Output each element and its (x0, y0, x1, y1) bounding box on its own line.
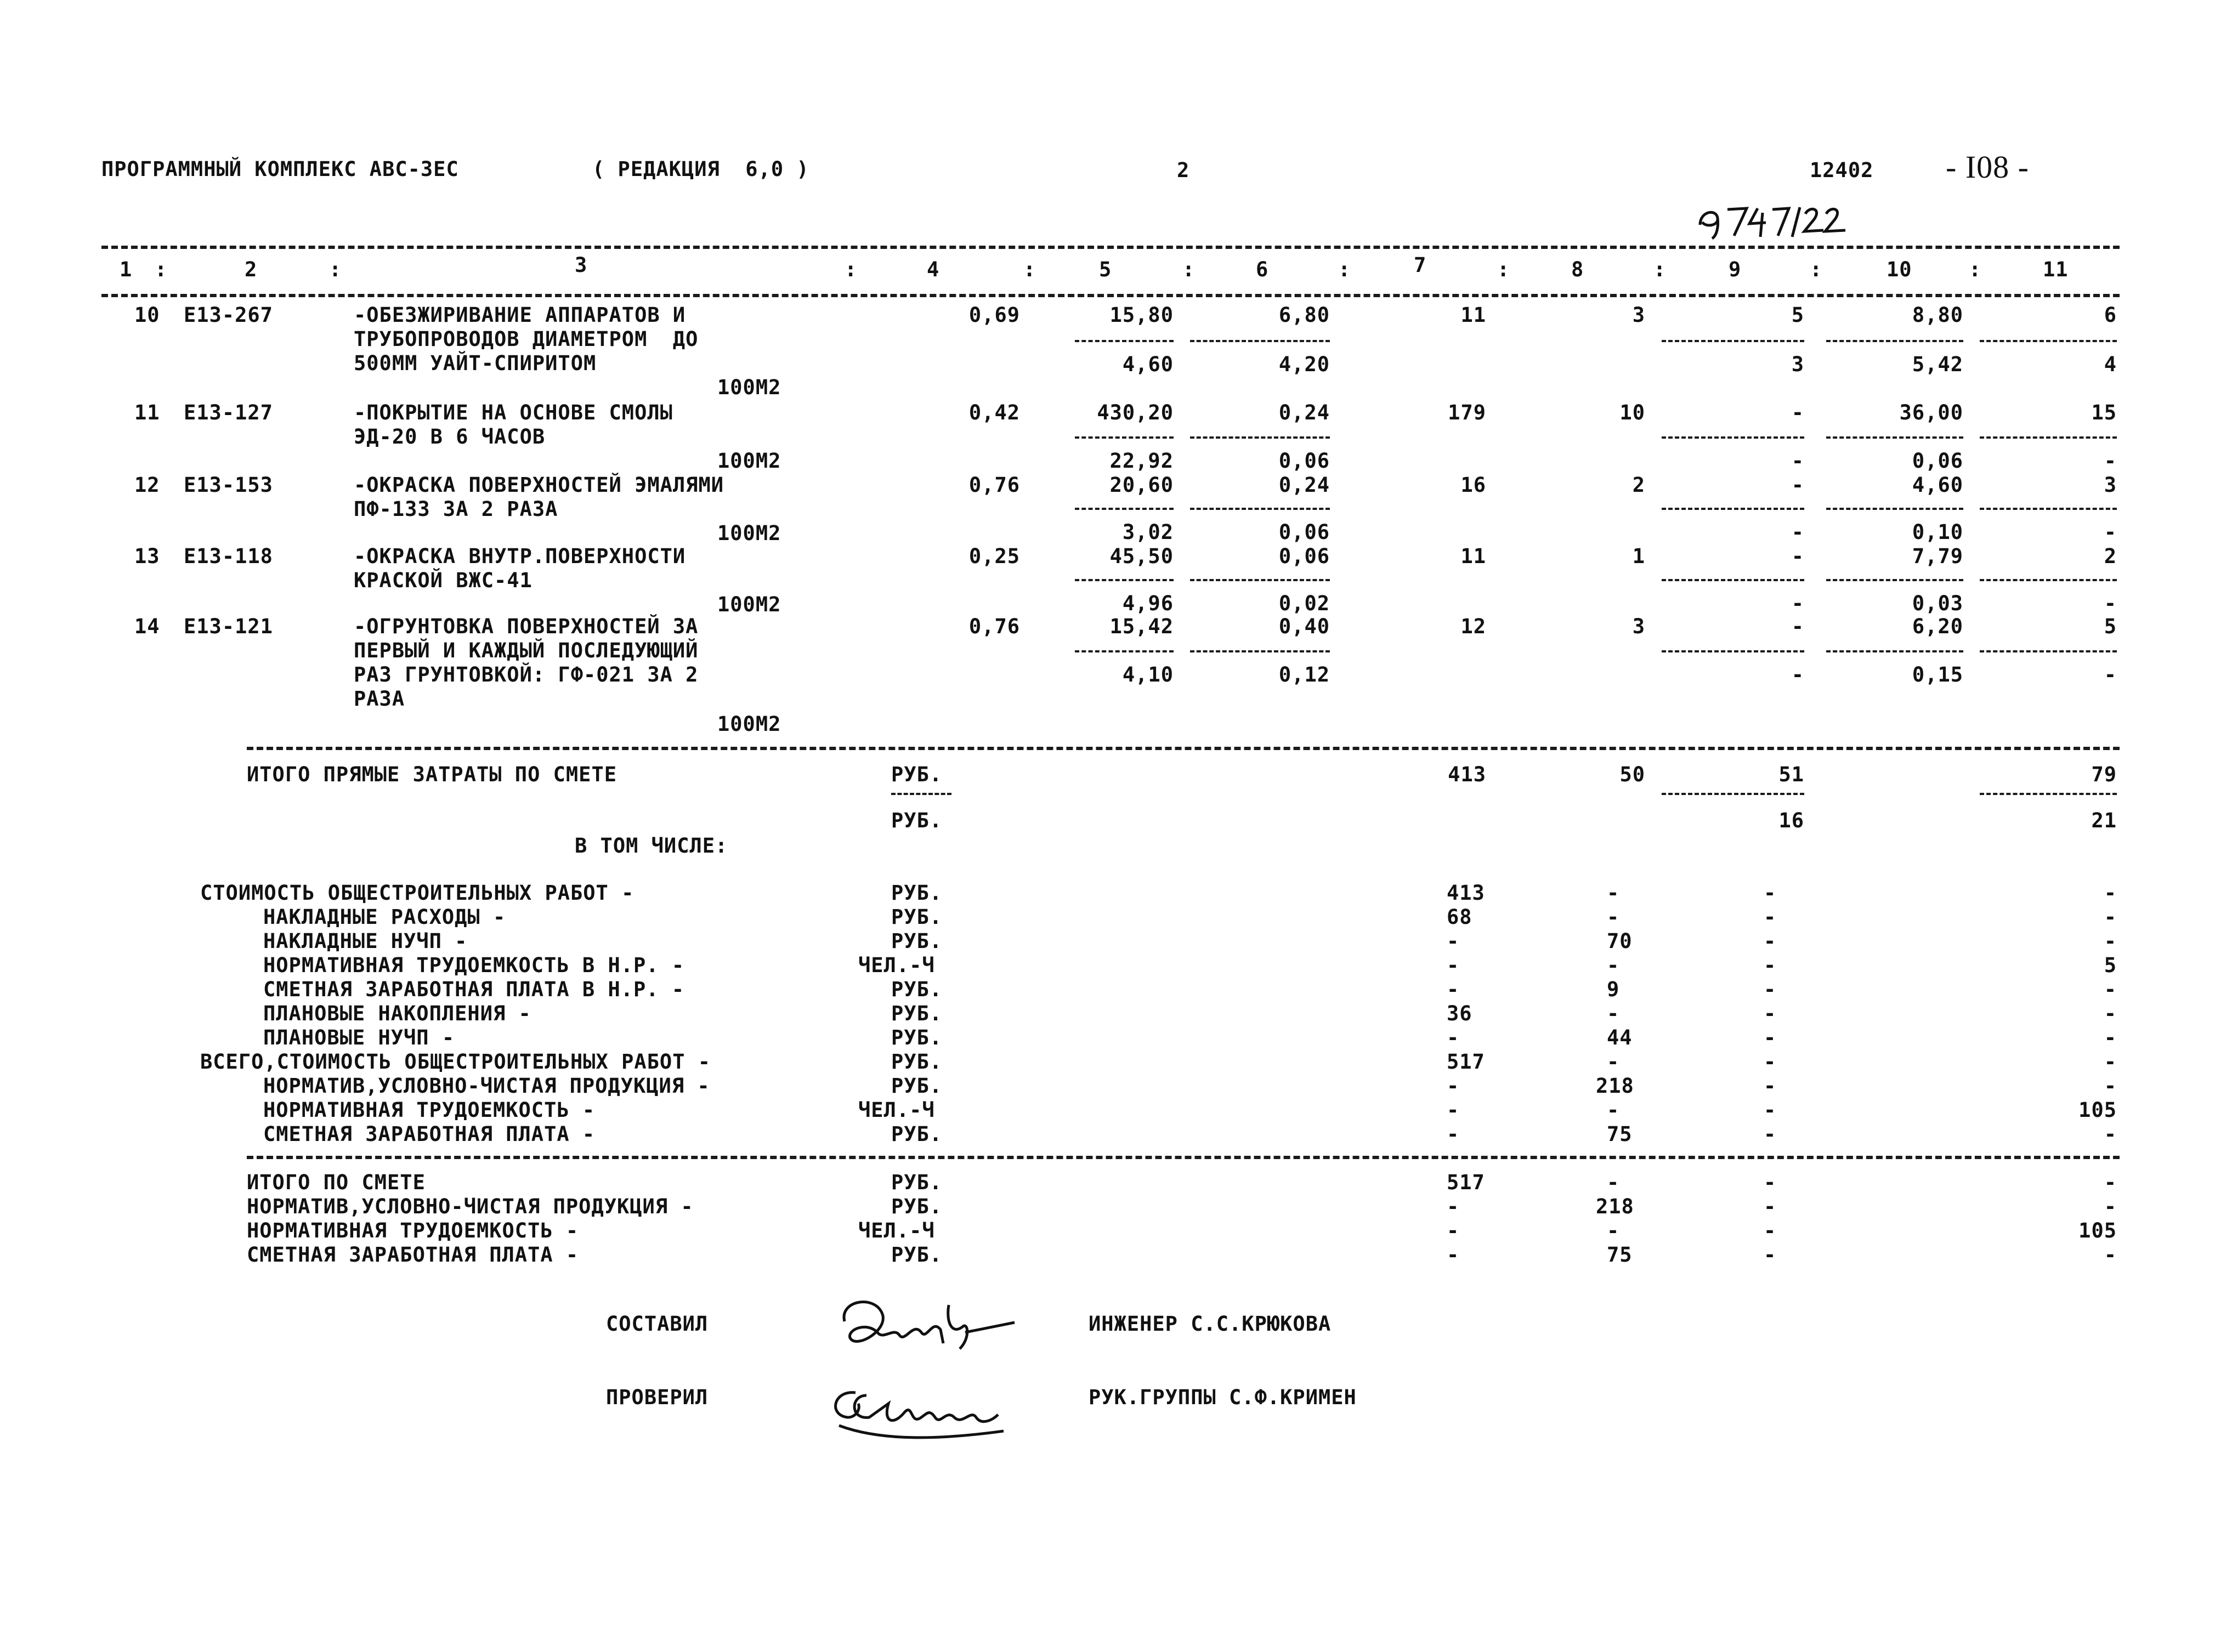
cell-c7: 11 (1460, 303, 1486, 327)
totals-label: СМЕТНАЯ ЗАРАБОТНАЯ ПЛАТА - (247, 1243, 579, 1267)
cell-c11: 15 (2091, 401, 2117, 424)
cell-c7: 11 (1460, 544, 1486, 568)
cell-c7: - (1447, 978, 1460, 1001)
cell-c7: 413 (1448, 763, 1486, 786)
cell-c11: - (2104, 1195, 2117, 1218)
cell-c8: 3 (1632, 303, 1645, 327)
row-code: Е13-267 (184, 303, 273, 327)
column-separator: : (1338, 258, 1351, 281)
compiled-by: ИНЖЕНЕР С.С.КРЮКОВА (1089, 1312, 1332, 1336)
cell-c9: - (1764, 1219, 1777, 1242)
unit-label: РУБ. (891, 978, 943, 1001)
row-unit: 100М2 (717, 376, 781, 399)
cell-c9: - (1791, 449, 1804, 473)
cell-c7: 16 (1460, 473, 1486, 497)
cell-c7: 517 (1447, 1171, 1485, 1194)
row-description: ПЕРВЫЙ И КАЖДЫЙ ПОСЛЕДУЮЩИЙ (354, 639, 699, 662)
cell-c7: - (1447, 1026, 1460, 1049)
column-separator: : (329, 258, 342, 281)
cell-c11: 6 (2104, 303, 2117, 327)
cell-rule (1075, 340, 1174, 342)
row-unit: 100М2 (717, 712, 781, 736)
cell-rule (1980, 436, 2117, 439)
column-separator: : (1653, 258, 1667, 281)
cell-c11: 2 (2104, 544, 2117, 568)
handwritten-number (1695, 197, 1848, 241)
cell-c4: 0,76 (968, 615, 1020, 638)
cell-c4: 0,76 (968, 473, 1020, 497)
row-unit: 100М2 (717, 521, 781, 545)
cell-c5: 4,96 (1122, 592, 1174, 615)
cell-c9: - (1791, 663, 1804, 686)
cell-c10: 0,10 (1912, 520, 1963, 544)
column-header: 9 (1729, 258, 1742, 281)
cell-c6: 0,02 (1278, 592, 1330, 615)
row-code: Е13-121 (184, 615, 273, 638)
cell-c10: 36,00 (1899, 401, 1963, 424)
cell-rule (1662, 436, 1804, 439)
unit-label: РУБ. (891, 881, 943, 905)
column-header: 10 (1887, 258, 1912, 281)
direct-costs-label: ИТОГО ПРЯМЫЕ ЗАТРАТЫ ПО СМЕТЕ (247, 763, 618, 786)
compiled-label: СОСТАВИЛ (606, 1312, 709, 1336)
unit-label: РУБ. (891, 763, 943, 786)
row-description: 500ММ УАЙТ-СПИРИТОМ (354, 351, 597, 375)
cell-c10: 0,06 (1912, 449, 1963, 473)
cell-c8: 44 (1607, 1026, 1633, 1049)
cell-rule (1980, 579, 2117, 581)
cell-rule (1190, 650, 1330, 652)
cell-c8: 1 (1632, 544, 1645, 568)
program-title: ПРОГРАММНЫЙ КОМПЛЕКС АВС-3ЕС (101, 157, 459, 181)
cell-rule (1075, 650, 1174, 652)
row-description: -ОГРУНТОВКА ПОВЕРХНОСТЕЙ ЗА (354, 615, 699, 638)
cell-rule (1075, 508, 1174, 510)
cell-rule (1980, 793, 2117, 795)
cell-c5: 15,42 (1109, 615, 1174, 638)
cell-c7: - (1447, 1098, 1460, 1122)
column-separator: : (1497, 258, 1510, 281)
cell-rule (1826, 508, 1963, 510)
column-separator: : (1810, 258, 1823, 281)
cell-c10: 6,20 (1912, 615, 1963, 638)
cell-c6: 0,40 (1278, 615, 1330, 638)
signature-compiled (834, 1288, 1020, 1365)
cell-c9: - (1764, 1026, 1777, 1049)
cell-c11: - (2104, 1002, 2117, 1025)
column-header: 2 (245, 258, 258, 281)
cell-c7: - (1447, 1122, 1460, 1146)
cell-rule (891, 793, 951, 795)
row-description: ПФ-133 ЗА 2 РАЗА (354, 497, 558, 521)
cell-rule (1190, 508, 1330, 510)
cell-c9: - (1764, 1074, 1777, 1098)
breakdown-label: НАКЛАДНЫЕ НУЧП - (263, 929, 468, 953)
unit-label: РУБ. (891, 1026, 943, 1049)
cell-c9: - (1764, 929, 1777, 953)
breakdown-label: СМЕТНАЯ ЗАРАБОТНАЯ ПЛАТА В Н.Р. - (263, 978, 685, 1001)
cell-c11: - (2104, 1122, 2117, 1146)
cell-rule (1662, 340, 1804, 342)
column-header: 8 (1571, 258, 1584, 281)
unit-label: РУБ. (891, 1122, 943, 1146)
row-code: Е13-127 (184, 401, 273, 424)
cell-rule (1662, 579, 1804, 581)
cell-c11: - (2104, 1243, 2117, 1267)
cell-c11: 21 (2091, 809, 2117, 832)
cell-c8: - (1607, 1098, 1620, 1122)
cell-c4: 0,25 (968, 544, 1020, 568)
cell-c7: 12 (1460, 615, 1486, 638)
cell-c11: - (2104, 978, 2117, 1001)
cell-c8: 70 (1607, 929, 1633, 953)
column-separator: : (1969, 258, 1982, 281)
cell-rule (1662, 508, 1804, 510)
column-header: 5 (1099, 258, 1112, 281)
cell-c5: 430,20 (1097, 401, 1174, 424)
column-separator: : (1023, 258, 1036, 281)
unit-label: РУБ. (891, 1050, 943, 1074)
row-description: КРАСКОЙ ВЖС-41 (354, 569, 532, 592)
column-header: 4 (927, 258, 940, 281)
cell-c9: - (1764, 881, 1777, 905)
cell-rule (1662, 793, 1804, 795)
cell-c5: 4,10 (1122, 663, 1174, 686)
cell-c8: - (1607, 1050, 1620, 1074)
cell-rule (1826, 579, 1963, 581)
cell-c6: 0,12 (1278, 663, 1330, 686)
cell-rule (1826, 340, 1963, 342)
row-code: Е13-153 (184, 473, 273, 497)
cell-c8: 2 (1632, 473, 1645, 497)
cell-c11: 5 (2104, 953, 2117, 977)
cell-c11: - (2104, 905, 2117, 929)
cell-c5: 15,80 (1109, 303, 1174, 327)
cell-c9: - (1791, 592, 1804, 615)
cell-c9: - (1791, 473, 1804, 497)
cell-c8: 3 (1632, 615, 1645, 638)
breakdown-label: ВСЕГО,СТОИМОСТЬ ОБЩЕСТРОИТЕЛЬНЫХ РАБОТ - (200, 1050, 711, 1074)
cell-c7: - (1447, 929, 1460, 953)
unit-label: РУБ. (891, 929, 943, 953)
cell-c7: 179 (1448, 401, 1486, 424)
cell-c11: - (2104, 929, 2117, 953)
unit-label: РУБ. (891, 1243, 943, 1267)
checked-by: РУК.ГРУППЫ С.Ф.КРИМЕН (1089, 1386, 1357, 1409)
cell-c11: 5 (2104, 615, 2117, 638)
row-description: -ОКРАСКА ПОВЕРХНОСТЕЙ ЭМАЛЯМИ (354, 473, 724, 497)
cell-rule (1190, 340, 1330, 342)
cell-c9: - (1764, 953, 1777, 977)
column-header: 1 (120, 258, 133, 281)
header-bottom-rule (101, 294, 2120, 297)
cell-c11: 105 (2078, 1098, 2117, 1122)
column-separator: : (155, 258, 168, 281)
cell-c9: - (1764, 1122, 1777, 1146)
cell-c6: 0,06 (1278, 544, 1330, 568)
signature-checked (817, 1371, 1015, 1453)
cell-rule (1980, 650, 2117, 652)
cell-c6: 6,80 (1278, 303, 1330, 327)
cell-c11: - (2104, 449, 2117, 473)
cell-c11: - (2104, 881, 2117, 905)
column-header: 3 (575, 253, 588, 277)
cell-rule (1075, 579, 1174, 581)
cell-c4: 0,42 (968, 401, 1020, 424)
cell-c11: 79 (2091, 763, 2117, 786)
cell-c11: - (2104, 663, 2117, 686)
cell-c10: 4,60 (1912, 473, 1963, 497)
cell-c9: 16 (1778, 809, 1804, 832)
direct-costs-rule (247, 747, 2120, 750)
cell-rule (1190, 579, 1330, 581)
cell-c5: 45,50 (1109, 544, 1174, 568)
column-header: 7 (1414, 253, 1427, 277)
cell-rule (1075, 436, 1174, 439)
cell-c11: - (2104, 1050, 2117, 1074)
cell-c9: - (1764, 978, 1777, 1001)
cell-c10: 8,80 (1912, 303, 1963, 327)
cell-c8: 218 (1596, 1074, 1634, 1098)
cell-c11: 105 (2078, 1219, 2117, 1242)
page-number: - I08 - (1946, 149, 2029, 185)
cell-c9: - (1764, 905, 1777, 929)
cell-c6: 0,06 (1278, 449, 1330, 473)
row-description: ТРУБОПРОВОДОВ ДИАМЕТРОМ ДО (354, 327, 699, 351)
sheet-number: 2 (1177, 158, 1190, 182)
unit-label: РУБ. (891, 1074, 943, 1098)
cell-c9: 5 (1791, 303, 1804, 327)
unit-label: РУБ. (891, 1195, 943, 1218)
row-description: РАЗ ГРУНТОВКОЙ: ГФ-021 ЗА 2 (354, 663, 699, 686)
cell-c11: - (2104, 1026, 2117, 1049)
cell-c10: 0,03 (1912, 592, 1963, 615)
document-number: 12402 (1810, 158, 1874, 182)
cell-c11: - (2104, 520, 2117, 544)
cell-c8: 10 (1619, 401, 1645, 424)
breakdown-label: СТОИМОСТЬ ОБЩЕСТРОИТЕЛЬНЫХ РАБОТ - (200, 881, 635, 905)
cell-c11: 3 (2104, 473, 2117, 497)
column-header: 6 (1256, 258, 1269, 281)
breakdown-label: ПЛАНОВЫЕ НУЧП - (263, 1026, 455, 1049)
cell-c7: - (1447, 1219, 1460, 1242)
cell-c8: - (1607, 1171, 1620, 1194)
cell-rule (1662, 650, 1804, 652)
cell-c7: 68 (1447, 905, 1472, 929)
breakdown-label: НОРМАТИВНАЯ ТРУДОЕМКОСТЬ В Н.Р. - (263, 953, 685, 977)
row-description: -ОБЕЗЖИРИВАНИЕ АППАРАТОВ И (354, 303, 686, 327)
cell-c8: - (1607, 1002, 1620, 1025)
cell-c8: - (1607, 905, 1620, 929)
cell-c5: 20,60 (1109, 473, 1174, 497)
row-description: -ОКРАСКА ВНУТР.ПОВЕРХНОСТИ (354, 544, 686, 568)
cell-c8: 50 (1619, 763, 1645, 786)
checked-label: ПРОВЕРИЛ (606, 1386, 709, 1409)
unit-label: РУБ. (891, 1171, 943, 1194)
breakdown-label: НОРМАТИВ,УСЛОВНО-ЧИСТАЯ ПРОДУКЦИЯ - (263, 1074, 710, 1098)
cell-c8: 75 (1607, 1243, 1633, 1267)
cell-c11: 4 (2104, 353, 2117, 376)
row-number: 10 (134, 303, 160, 327)
row-number: 11 (134, 401, 160, 424)
row-description: -ПОКРЫТИЕ НА ОСНОВЕ СМОЛЫ (354, 401, 673, 424)
breakdown-label: НОРМАТИВНАЯ ТРУДОЕМКОСТЬ - (263, 1098, 596, 1122)
breakdown-label: ПЛАНОВЫЕ НАКОПЛЕНИЯ - (263, 1002, 531, 1025)
row-number: 13 (134, 544, 160, 568)
cell-rule (1826, 436, 1963, 439)
breakdown-label: СМЕТНАЯ ЗАРАБОТНАЯ ПЛАТА - (263, 1122, 596, 1146)
cell-c7: 413 (1447, 881, 1485, 905)
cell-c9: 3 (1791, 353, 1804, 376)
unit-label: РУБ. (891, 1002, 943, 1025)
cell-c6: 4,20 (1278, 353, 1330, 376)
cell-c8: 75 (1607, 1122, 1633, 1146)
row-number: 14 (134, 615, 160, 638)
cell-c5: 3,02 (1122, 520, 1174, 544)
cell-c5: 22,92 (1109, 449, 1174, 473)
cell-c9: - (1764, 1098, 1777, 1122)
cell-c9: - (1764, 1195, 1777, 1218)
including-label: В ТОМ ЧИСЛЕ: (575, 834, 728, 858)
cell-c9: - (1764, 1243, 1777, 1267)
cell-c7: - (1447, 953, 1460, 977)
cell-c8: - (1607, 953, 1620, 977)
cell-c11: - (2104, 1074, 2117, 1098)
cell-c8: 218 (1596, 1195, 1634, 1218)
totals-rule (247, 1156, 2120, 1159)
edition-label: ( РЕДАКЦИЯ 6,0 ) (592, 157, 809, 181)
cell-c9: - (1791, 615, 1804, 638)
cell-c9: - (1764, 1050, 1777, 1074)
cell-c10: 5,42 (1912, 353, 1963, 376)
cell-c7: 36 (1447, 1002, 1472, 1025)
cell-c9: - (1791, 544, 1804, 568)
unit-label: ЧЕЛ.-Ч (858, 1219, 935, 1242)
totals-label: НОРМАТИВНАЯ ТРУДОЕМКОСТЬ - (247, 1219, 579, 1242)
unit-label: ЧЕЛ.-Ч (858, 1098, 935, 1122)
cell-c9: - (1791, 401, 1804, 424)
cell-c8: 9 (1607, 978, 1620, 1001)
totals-label: НОРМАТИВ,УСЛОВНО-ЧИСТАЯ ПРОДУКЦИЯ - (247, 1195, 694, 1218)
cell-rule (1826, 650, 1963, 652)
cell-c7: - (1447, 1195, 1460, 1218)
row-description: ЭД-20 В 6 ЧАСОВ (354, 425, 546, 449)
cell-c6: 0,24 (1278, 401, 1330, 424)
table-top-rule (101, 246, 2120, 249)
cell-c5: 4,60 (1122, 353, 1174, 376)
cell-c7: - (1447, 1243, 1460, 1267)
row-code: Е13-118 (184, 544, 273, 568)
cell-rule (1980, 340, 2117, 342)
cell-rule (1190, 436, 1330, 439)
cell-c9: - (1764, 1002, 1777, 1025)
cell-c9: - (1791, 520, 1804, 544)
column-separator: : (845, 258, 858, 281)
row-description: РАЗА (354, 687, 405, 711)
cell-c6: 0,24 (1278, 473, 1330, 497)
cell-c9: - (1764, 1171, 1777, 1194)
cell-c10: 7,79 (1912, 544, 1963, 568)
cell-c7: - (1447, 1074, 1460, 1098)
row-unit: 100М2 (717, 449, 781, 473)
unit-label: РУБ. (891, 905, 943, 929)
cell-c6: 0,06 (1278, 520, 1330, 544)
unit-label: ЧЕЛ.-Ч (858, 953, 935, 977)
cell-c9: 51 (1778, 763, 1804, 786)
cell-c11: - (2104, 592, 2117, 615)
cell-rule (1980, 508, 2117, 510)
column-separator: : (1182, 258, 1196, 281)
cell-c4: 0,69 (968, 303, 1020, 327)
column-header: 11 (2043, 258, 2069, 281)
cell-c11: - (2104, 1171, 2117, 1194)
row-unit: 100М2 (717, 593, 781, 616)
cell-c8: - (1607, 881, 1620, 905)
unit-label: РУБ. (891, 809, 943, 832)
breakdown-label: НАКЛАДНЫЕ РАСХОДЫ - (263, 905, 506, 929)
row-number: 12 (134, 473, 160, 497)
cell-c7: 517 (1447, 1050, 1485, 1074)
cell-c10: 0,15 (1912, 663, 1963, 686)
cell-c8: - (1607, 1219, 1620, 1242)
totals-label: ИТОГО ПО СМЕТЕ (247, 1171, 426, 1194)
